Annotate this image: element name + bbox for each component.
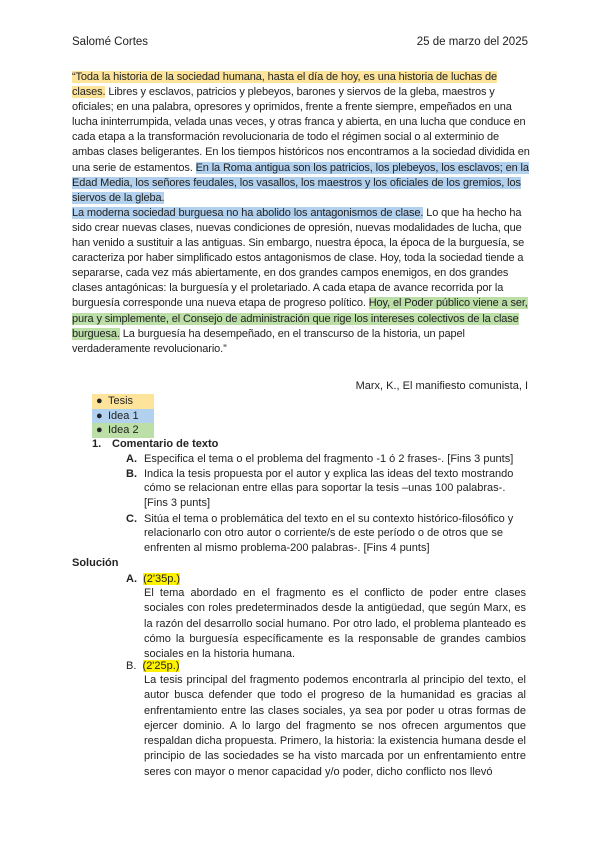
answer-label: B. [126, 660, 137, 672]
idea1-highlight-continued: La moderna sociedad burguesa no ha abolido los antagonismos de clase. [72, 206, 424, 219]
solution-heading: Solución [72, 557, 119, 569]
question-label: C. [126, 513, 137, 525]
idea2-highlight: Hoy, el Poder público viene a ser, pura y simplemente, el Consejo de administración que rige los intereses colectivos de la clase burguesa. [72, 297, 528, 340]
section-number: 1. [92, 438, 102, 450]
answer-b-text: La tesis principal del fragmento podemos encontrarla al principio del texto, el autor busca defender que todo el progreso de la humanidad es gracias al enfrentamiento entre las clases sociales, ya sea por poder u otras formas de ejercer dominio. A lo largo del fragmento se nos ofrecen argumentos que respaldan dicha propuesta. Primero, la historia: la existencia humana desde el principio de las sociedades se ha visto marcada por un enfrentamiento entre seres con mayor o menor capacidad y/o poder, dicho conflicto nos llevó [144, 674, 526, 778]
thesis-highlight: “Toda la historia de la sociedad humana, hasta el día de hoy, es una historia de luchas de clases. [72, 71, 498, 99]
answer-b-header [126, 659, 179, 673]
answer-a-header [126, 572, 180, 586]
question-text: Sitúa el tema o problemática del texto en el su contexto histórico-filosófico y relacionarlo con otro autor o corriente/s de este período o de otros que se enfrenten al mismo problema-200 palabras-. [Fins 4 punts] [144, 513, 514, 554]
document-date: 25 de marzo del 2025 [416, 36, 528, 48]
quote-text: La burguesía ha desempeñado, en el transcurso de la historia, un papel verdaderamente revolucionario.” [72, 327, 465, 355]
bullet-icon: ● [96, 409, 103, 422]
question-item-c [126, 512, 528, 555]
bullet-icon: ● [96, 424, 103, 436]
bullet-icon: ● [96, 395, 103, 407]
section-title: Comentario de texto [112, 438, 219, 450]
quote-citation: Marx, K., El manifiesto comunista, I [355, 380, 528, 392]
question-text: Especifica el tema o el problema del fragmento -1 ó 2 frases-. [Fins 3 punts] [144, 453, 514, 465]
author-name: Salomé Cortes [72, 36, 149, 48]
legend-label: Tesis [108, 395, 134, 407]
question-item-b [126, 467, 528, 510]
idea1-highlight: En la Roma antigua son los patricios, los plebeyos, los esclavos; en la Edad Media, los señores feudales, los vasallos, los maestros y los oficiales de los gremios, los siervos de la gleba. [72, 161, 529, 204]
legend-item-idea-2 [92, 423, 154, 438]
points-badge: (2'35p.) [143, 573, 181, 585]
page-header [72, 36, 528, 52]
question-label: A. [126, 453, 137, 465]
legend-item-tesis [92, 394, 154, 409]
question-label: B. [126, 468, 137, 480]
points-badge: (2'25p.) [142, 660, 180, 672]
answer-a-text: El tema abordado en el fragmento es el conflicto de poder entre clases sociales con roles predeterminados desde la antigüedad, que según Marx, es la razón del desarrollo social humano. Por otro lado, el problema planteado es cómo la burguesía específicamente es la responsable de grandes cambios sociales en la historia humana. [144, 587, 526, 661]
legend-label: Idea 1 [108, 409, 139, 422]
legend-item-idea-1 [92, 409, 154, 424]
marx-quote [72, 70, 530, 357]
highlight-legend [92, 394, 154, 438]
legend-label: Idea 2 [108, 424, 139, 436]
quote-text: Lo que ha hecho ha sido crear nuevas clases, nuevas condiciones de opresión, nuevas modalidades de lucha, que han venido a sustituir a las antiguas. Sin embargo, nuestra época, la época de la burguesía, se caracteriza por haber simplificado estos antagonismos de clase. Hoy, toda la sociedad tiende a separarse, cada vez más abiertamente, en dos grandes campos enemigos, en dos grandes clases antagónicas: la burguesía y el proletariado. A cada etapa de avance recorrida por la burguesía corresponde una nueva etapa de progreso político. [72, 206, 525, 310]
quote-text: Libres y esclavos, patricios y plebeyos, barones y siervos de la gleba, maestros y oficiales; en una palabra, opresores y oprimidos, frente a frente siempre, empeñados en una lucha ininterrumpida, velada unas veces, y otras franca y abierta, en una lucha que conduce en cada etapa a la transformación revolucionaria de todo el régimen social o al exterminio de ambas clases beligerantes. En los tiempos históricos nos encontramos a la sociedad dividida en una serie de estamentos. [72, 86, 530, 174]
answer-label: A. [126, 573, 137, 585]
question-item-a [126, 452, 528, 466]
section-heading-comentario [92, 438, 218, 450]
question-text: Indica la tesis propuesta por el autor y explica las ideas del texto mostrando cómo se relacionan entre ellas para soportar la tesis –unas 100 palabras-. [Fins 3 punts] [144, 468, 514, 509]
